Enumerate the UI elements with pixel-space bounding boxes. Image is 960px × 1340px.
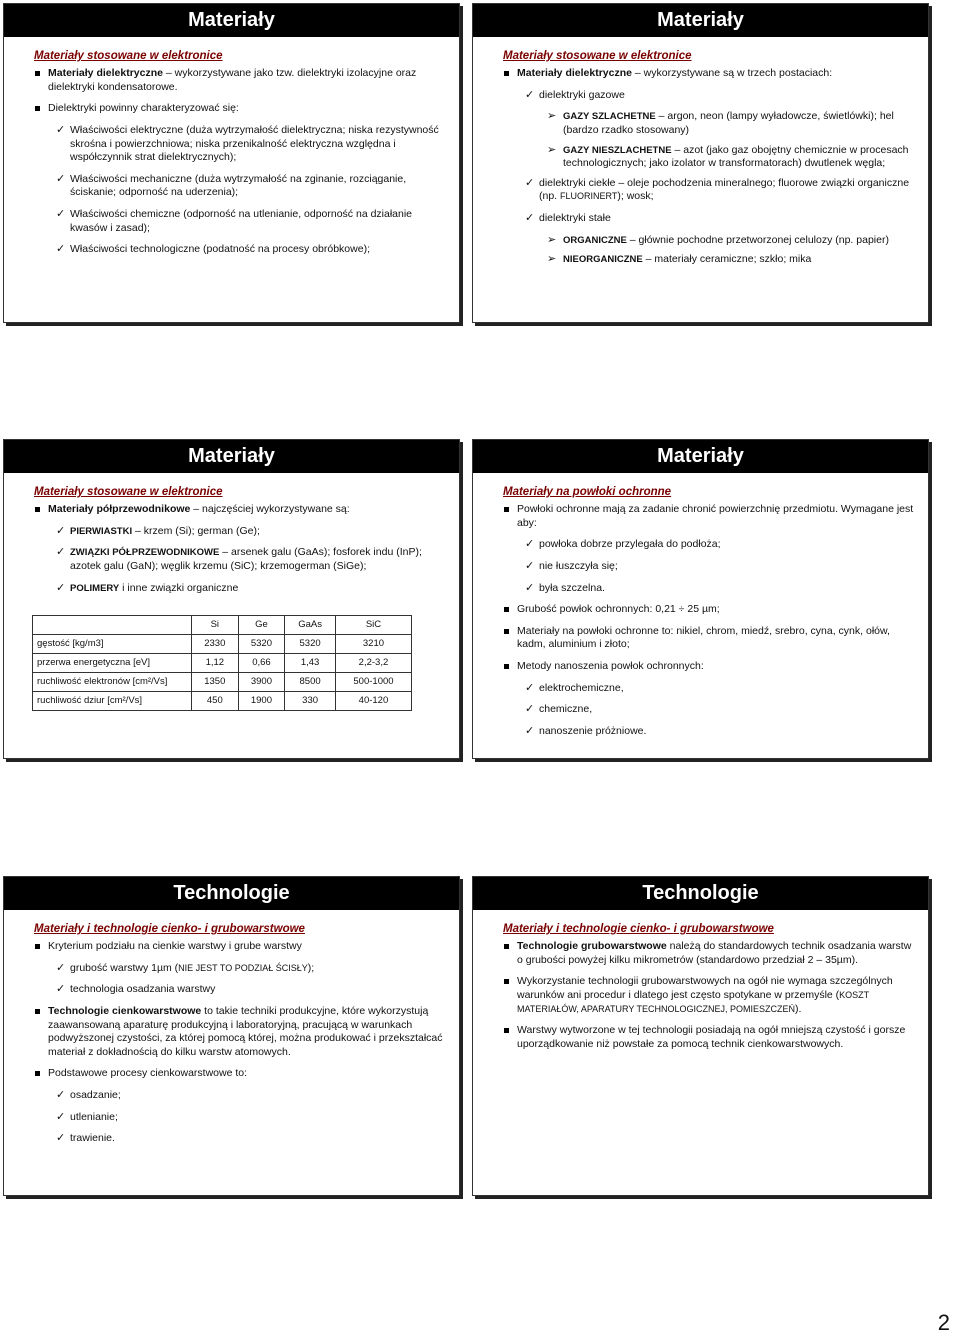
- slide-subtitle: Materiały i technologie cienko- i grubowarstwowe: [34, 923, 305, 935]
- check-icon: ✓: [56, 243, 66, 256]
- check-item: ✓ powłoka dobrze przylegała do podłoża;: [525, 538, 721, 551]
- check-icon: ✓: [525, 176, 535, 189]
- slide-2: [472, 3, 929, 323]
- check-item: ✓ PIERWIASTKI – krzem (Si); german (Ge);: [56, 524, 260, 537]
- table-header-row: Si Ge GaAs SiC: [33, 616, 412, 635]
- bullet: Materiały na powłoki ochronne to: nikiel, chrom, miedź, srebro, cyna, cynk, ołów, kadm, aluminium i złoto;: [503, 625, 916, 652]
- bullet: Warstwy wytworzone w tej technologii posiadają na ogół mniejszą czystość i gorsze uporządkowanie niż powstałe za pomocą technik cienkowarstwowych.: [503, 1024, 916, 1051]
- check-icon: ✓: [525, 538, 535, 551]
- check-item: ✓ była szczelna.: [525, 581, 605, 594]
- check-icon: ✓: [56, 961, 66, 974]
- slide-title: Materiały: [473, 4, 928, 37]
- slide-title: Materiały: [473, 440, 928, 473]
- slide-1: [3, 3, 460, 323]
- bullet: Wykorzystanie technologii grubowarstwowych na ogół nie wymaga szczególnych warunków ani procedur i dlatego jest często spotykane w przemyśle (KOSZT MATERIAŁÓW, APARATURY TECHNOLOGICZNEJ, POMIESZCZEŃ).: [503, 975, 916, 1016]
- slide-subtitle: Materiały stosowane w elektronice: [34, 50, 223, 62]
- check-item: ✓ osadzanie;: [56, 1089, 121, 1102]
- check-item: ✓ dielektryki stałe: [525, 212, 611, 225]
- check-item: ✓ nie łuszczyła się;: [525, 559, 618, 572]
- check-icon: ✓: [56, 524, 66, 537]
- bullet: Technologie cienkowarstwowe to takie techniki produkcyjne, które wykorzystują zaawansowaną aparaturę produkcyjną i laboratoryjną, pracującą w warunkach podwyższonej czystości, za której pomocą której, można produkować i przekształcać materiał z dokładnością do kilku warstw atomowych.: [34, 1005, 447, 1060]
- check-icon: ✓: [56, 1110, 66, 1123]
- bullet: Materiały dielektryczne – wykorzystywane jako tzw. dielektryki izolacyjne oraz dielektryki kondensatorowe.: [34, 67, 447, 94]
- arrow-icon: ➢: [547, 233, 557, 246]
- check-icon: ✓: [56, 208, 66, 221]
- slide-4: [472, 439, 929, 759]
- properties-table: [32, 615, 412, 711]
- bullet: Materiały dielektryczne – wykorzystywane są w trzech postaciach:: [503, 67, 916, 81]
- check-item: ✓ POLIMERY i inne związki organiczne: [56, 581, 239, 594]
- check-item: ✓ nanoszenie próżniowe.: [525, 724, 647, 737]
- check-item: ✓ dielektryki gazowe: [525, 88, 625, 101]
- bullet: Kryterium podziału na cienkie warstwy i grube warstwy: [34, 940, 447, 954]
- check-icon: ✓: [56, 172, 66, 185]
- check-item: ✓ chemiczne,: [525, 703, 593, 716]
- page-number: 2: [937, 1310, 950, 1335]
- bullet: Podstawowe procesy cienkowarstwowe to:: [34, 1067, 447, 1081]
- bullet: Metody nanoszenia powłok ochronnych:: [503, 660, 916, 674]
- check-item: ✓ trawienie.: [56, 1132, 115, 1145]
- table-row: ruchliwość dziur [cm²/Vs] 450 1900 330 40-120: [33, 692, 412, 711]
- bullet: Powłoki ochronne mają za zadanie chronić powierzchnię przedmiotu. Wymagane jest aby:: [503, 503, 916, 530]
- check-icon: ✓: [525, 559, 535, 572]
- slide-subtitle: Materiały na powłoki ochronne: [503, 486, 672, 498]
- check-item: ✓ utlenianie;: [56, 1110, 118, 1123]
- arrow-icon: ➢: [547, 110, 557, 123]
- slide-3: [3, 439, 460, 759]
- check-icon: ✓: [525, 724, 535, 737]
- check-icon: ✓: [56, 581, 66, 594]
- slide-title: Technologie: [473, 877, 928, 910]
- arrow-icon: ➢: [547, 143, 557, 156]
- check-item: ✓ Właściwości mechaniczne (duża wytrzymałość na zginanie, rozciąganie, ściskanie; odporność na uderzenia);: [56, 172, 407, 199]
- slide-subtitle: Materiały i technologie cienko- i grubowarstwowe: [503, 923, 774, 935]
- table-row: gęstość [kg/m3] 2330 5320 5320 3210: [33, 635, 412, 654]
- check-item: ✓ grubość warstwy 1µm (NIE JEST TO PODZIAŁ ŚCISŁY);: [56, 961, 315, 974]
- arrow-item: ➢ GAZY NIESZLACHETNE – azot (jako gaz obojętny chemicznie w procesach technologicznych; jako izolator w transformatorach) dwutlenek węgla;: [547, 143, 909, 170]
- slide-5: [3, 876, 460, 1196]
- check-icon: ✓: [56, 546, 66, 559]
- check-item: ✓ dielektryki ciekłe – oleje pochodzenia mineralnego; fluorowe związki organiczne (np. FLUORINERT); wosk;: [525, 176, 910, 203]
- slide-subtitle: Materiały stosowane w elektronice: [34, 486, 223, 498]
- check-icon: ✓: [56, 123, 66, 136]
- bullet: Dielektryki powinny charakteryzować się:: [34, 102, 447, 116]
- slide-6: [472, 876, 929, 1196]
- check-icon: ✓: [525, 681, 535, 694]
- arrow-item: ➢ ORGANICZNE – głównie pochodne przetworzonej celulozy (np. papier): [547, 233, 889, 246]
- check-item: ✓ ZWIĄZKI PÓŁPRZEWODNIKOWE – arsenek galu (GaAs); fosforek indu (InP); azotek galu (GaN); węglik krzemu (SiC); krzemogerman (SiGe);: [56, 546, 422, 572]
- slide-title: Technologie: [4, 877, 459, 910]
- check-icon: ✓: [56, 983, 66, 996]
- bullet: Technologie grubowarstwowe należą do standardowych technik osadzania warstw o grubości powyżej kilku mikrometrów (standardowo przedział 2 – 35µm).: [503, 940, 916, 967]
- table-row: przerwa energetyczna [eV] 1,12 0,66 1,43 2,2-3,2: [33, 654, 412, 673]
- arrow-item: ➢ NIEORGANICZNE – materiały ceramiczne; szkło; mika: [547, 253, 812, 266]
- table-row: ruchliwość elektronów [cm²/Vs] 1350 3900 8500 500-1000: [33, 673, 412, 692]
- check-icon: ✓: [525, 703, 535, 716]
- bullet: Grubość powłok ochronnych: 0,21 ÷ 25 µm;: [503, 603, 916, 617]
- slide-title: Materiały: [4, 440, 459, 473]
- slide-subtitle: Materiały stosowane w elektronice: [503, 50, 692, 62]
- check-icon: ✓: [525, 212, 535, 225]
- check-icon: ✓: [56, 1132, 66, 1145]
- check-item: ✓ technologia osadzania warstwy: [56, 983, 216, 996]
- check-icon: ✓: [525, 581, 535, 594]
- check-item: ✓ Właściwości technologiczne (podatność na procesy obróbkowe);: [56, 243, 370, 256]
- arrow-item: ➢ GAZY SZLACHETNE – argon, neon (lampy wyładowcze, świetlówki); hel (bardzo rzadko stosowany): [547, 110, 894, 136]
- check-icon: ✓: [56, 1089, 66, 1102]
- check-item: ✓ Właściwości elektryczne (duża wytrzymałość dielektryczna; niska rezystywność skrośna i powierzchniowa; niska przenikalność elektryczna względna i współczynnik strat dielektrycznych);: [56, 123, 439, 164]
- bullet: Materiały półprzewodnikowe – najczęściej wykorzystywane są:: [34, 503, 447, 517]
- arrow-icon: ➢: [547, 253, 557, 266]
- check-item: ✓ elektrochemiczne,: [525, 681, 624, 694]
- check-item: ✓ Właściwości chemiczne (odporność na utlenianie, odporność na działanie kwasów i zasad);: [56, 208, 413, 234]
- check-icon: ✓: [525, 88, 535, 101]
- slide-title: Materiały: [4, 4, 459, 37]
